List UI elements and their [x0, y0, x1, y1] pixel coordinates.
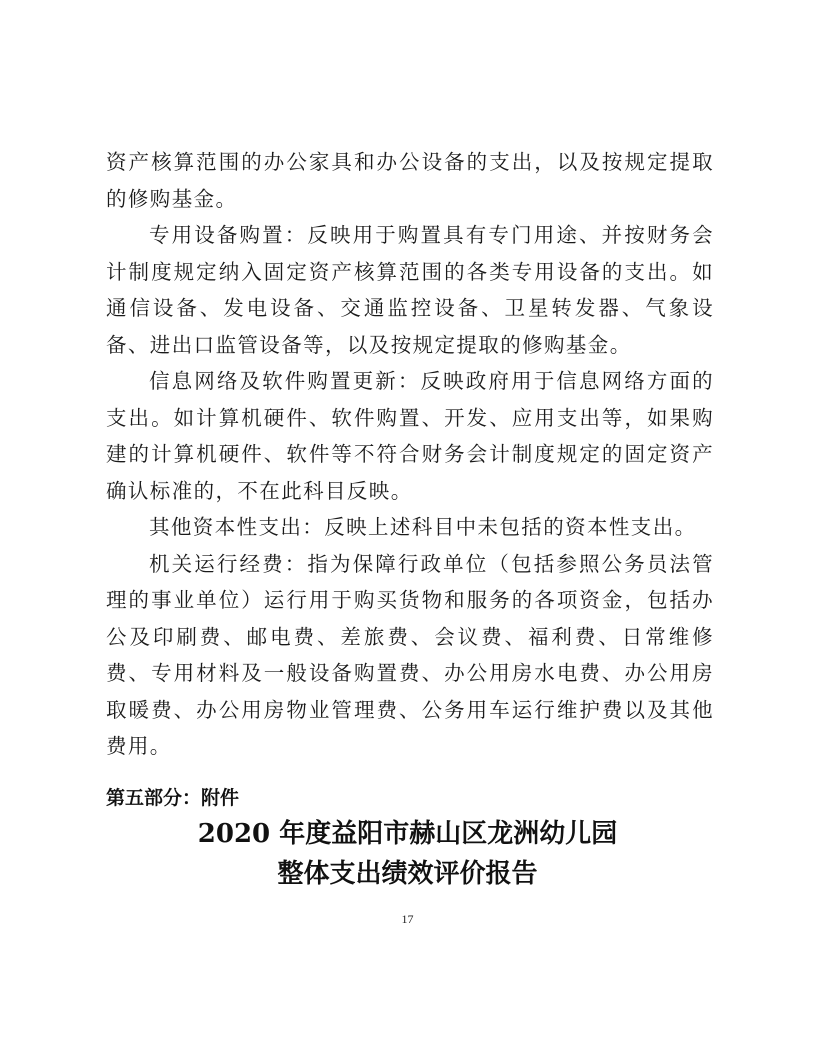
- report-title-line-1: 2020 年度益阳市赫山区龙洲幼儿园: [197, 819, 618, 849]
- page-number: 17: [401, 912, 414, 926]
- paragraph-information-network: 信息网络及软件购置更新：反映政府用于信息网络方面的支出。如计算机硬件、软件购置、开发、应用支出等，如果购建的计算机硬件、软件等不符合财务会计制度规定的固定资产确认标准的，不在此科目反映。: [106, 369, 714, 503]
- paragraph-continuation: 资产核算范围的办公家具和办公设备的支出，以及按规定提取的修购基金。: [106, 150, 714, 211]
- paragraph-other-capital: 其他资本性支出：反映上述科目中未包括的资本性支出。: [149, 515, 697, 539]
- paragraph-operating-expenses: 机关运行经费：指为保障行政单位（包括参照公务员法管理的事业单位）运行用于购买货物和服务的各项资金，包括办公及印刷费、邮电费、差旅费、会议费、福利费、日常维修费、专用材料及一般设备购置费、办公用房水电费、办公用房取暖费、办公用房物业管理费、公务用车运行维护费以及其他费用。: [106, 551, 714, 758]
- body-text: [106, 144, 714, 765]
- report-title: [0, 814, 815, 894]
- paragraph-special-equipment: 专用设备购置：反映用于购置具有专门用途、并按财务会计制度规定纳入固定资产核算范围的各类专用设备的支出。如通信设备、发电设备、交通监控设备、卫星转发器、气象设备、进出口监管设备等，以及按规定提取的修购基金。: [106, 223, 714, 357]
- report-title-line-2: 整体支出绩效评价报告: [277, 859, 538, 889]
- section-heading: 第五部分：附件: [106, 787, 240, 809]
